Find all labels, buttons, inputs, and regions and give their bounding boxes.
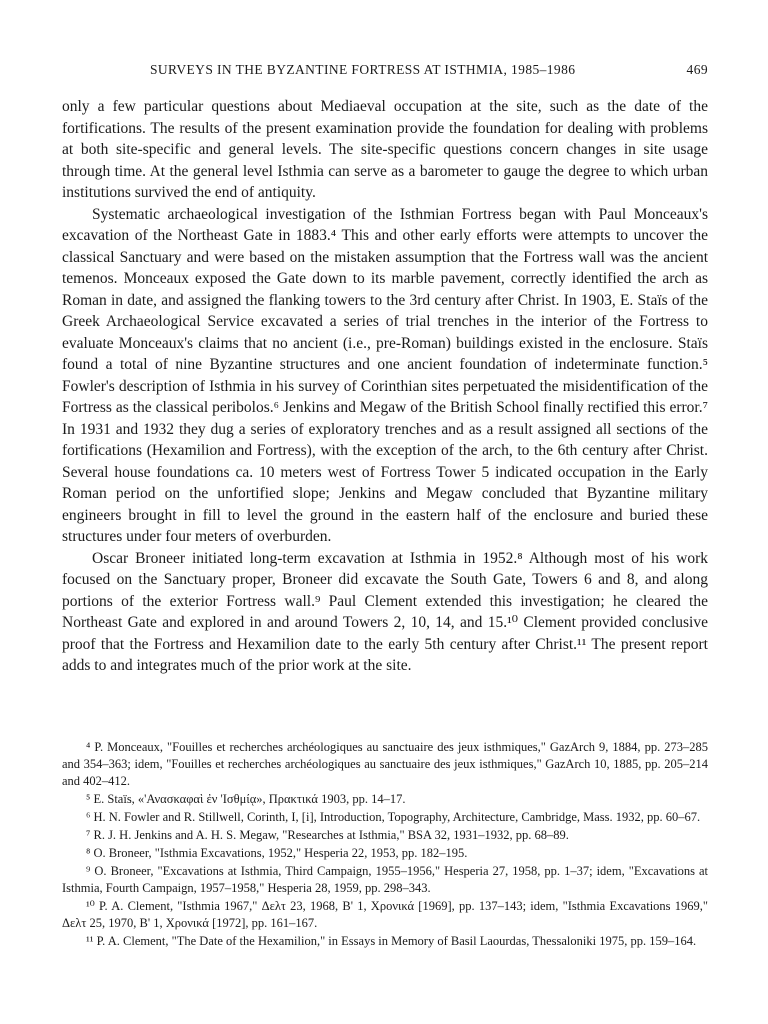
footnote-8: ⁸ O. Broneer, "Isthmia Excavations, 1952," Hesperia 22, 1953, pp. 182–195.: [86, 846, 468, 860]
body-text: [62, 96, 708, 677]
footnote-4: ⁴ P. Monceaux, "Fouilles et recherches archéologiques au sanctuaire des jeux isthmiques," GazArch 9, 1884, pp. 273–285 and 354–363; idem, "Fouilles et recherches archéologiques au sanctuaire des jeux isthmiques," GazArch 10, 1885, pp. 205–214 and 402–412.: [62, 740, 708, 788]
running-head: [62, 62, 708, 82]
paragraph-1: only a few particular questions about Mediaeval occupation at the site, such as the date of the fortifications. The results of the present examination provide the foundation for dealing with problems at both site-specific and general levels. The site-specific questions concern changes in site usage through time. At the general level Isthmia can serve as a barometer to gauge the degree to which urban institutions survived the end of antiquity.: [62, 98, 708, 201]
paragraph-3: Oscar Broneer initiated long-term excavation at Isthmia in 1952.⁸ Although most of his work focused on the Sanctuary proper, Broneer did excavate the South Gate, Towers 6 and 8, and along portions of the exterior Fortress wall.⁹ Paul Clement extended this investigation; he cleared the Northeast Gate and explored in and around Towers 2, 10, 14, and 15.¹⁰ Clement provided conclusive proof that the Fortress and Hexamilion date to the early 5th century after Christ.¹¹ The present report adds to and integrates much of the prior work at the site.: [62, 549, 708, 674]
footnote-9: ⁹ O. Broneer, "Excavations at Isthmia, Third Campaign, 1955–1956," Hesperia 27, 1958, pp. 1–37; idem, "Excavations at Isthmia, Fourth Campaign, 1957–1958," Hesperia 28, 1959, pp. 298–343.: [62, 864, 708, 895]
footnote-10: ¹⁰ P. A. Clement, "Isthmia 1967," Δελτ 23, 1968, B' 1, Χρονικά [1969], pp. 137–143; idem, "Isthmia Excavations 1969," Δελτ 25, 1970, B' 1, Χρονικά [1972], pp. 161–167.: [62, 899, 708, 930]
footnotes: [62, 739, 708, 951]
paragraph-2: Systematic archaeological investigation of the Isthmian Fortress began with Paul Monceaux's excavation of the Northeast Gate in 1883.⁴ This and other early efforts were attempts to uncover the classical Sanctuary and were based on the mistaken assumption that the Fortress wall was the ancient temenos. Monceaux exposed the Gate down to its marble pavement, correctly identified the arch as Roman in date, and assigned the flanking towers to the 3rd century after Christ. In 1903, E. Staïs of the Greek Archaeological Service excavated a series of trial trenches in the interior of the Fortress to evaluate Monceaux's claims that no ancient (i.e., pre-Roman) buildings existed in the enclosure. Staïs found a total of nine Byzantine structures and one ancient foundation of indeterminate function.⁵ Fowler's description of Isthmia in his survey of Corinthian sites perpetuated the misidentification of the Fortress as the classical peribolos.⁶ Jenkins and Megaw of the British School finally rectified this error.⁷ In 1931 and 1932 they dug a series of exploratory trenches and as a result assigned all sections of the fortifications (Hexamilion and Fortress), with the exception of the arch, to the 6th century after Christ. Several house foundations ca. 10 meters west of Fortress Tower 5 indicated occupation in the Early Roman period on the unfortified slope; Jenkins and Megaw concluded that Byzantine military engineers brought in fill to level the ground in the eastern half of the enclosure and buried these structures under four meters of overburden.: [62, 205, 708, 545]
running-title: SURVEYS IN THE BYZANTINE FORTRESS AT ISTHMIA, 1985–1986: [150, 62, 576, 77]
footnote-6: ⁶ H. N. Fowler and R. Stillwell, Corinth, I, [i], Introduction, Topography, Architecture, Cambridge, Mass. 1932, pp. 60–67.: [86, 810, 701, 824]
footnote-11: ¹¹ P. A. Clement, "The Date of the Hexamilion," in Essays in Memory of Basil Laourdas, Thessaloniki 1975, pp. 159–164.: [86, 934, 697, 948]
footnote-5: ⁵ E. Staïs, «'Ανασκαφαὶ ἐν 'Ισθμίᾳ», Πρακτικά 1903, pp. 14–17.: [86, 792, 406, 806]
footnote-7: ⁷ R. J. H. Jenkins and A. H. S. Megaw, "Researches at Isthmia," BSA 32, 1931–1932, pp. 68–89.: [86, 828, 569, 842]
page-number: 469: [686, 62, 708, 77]
